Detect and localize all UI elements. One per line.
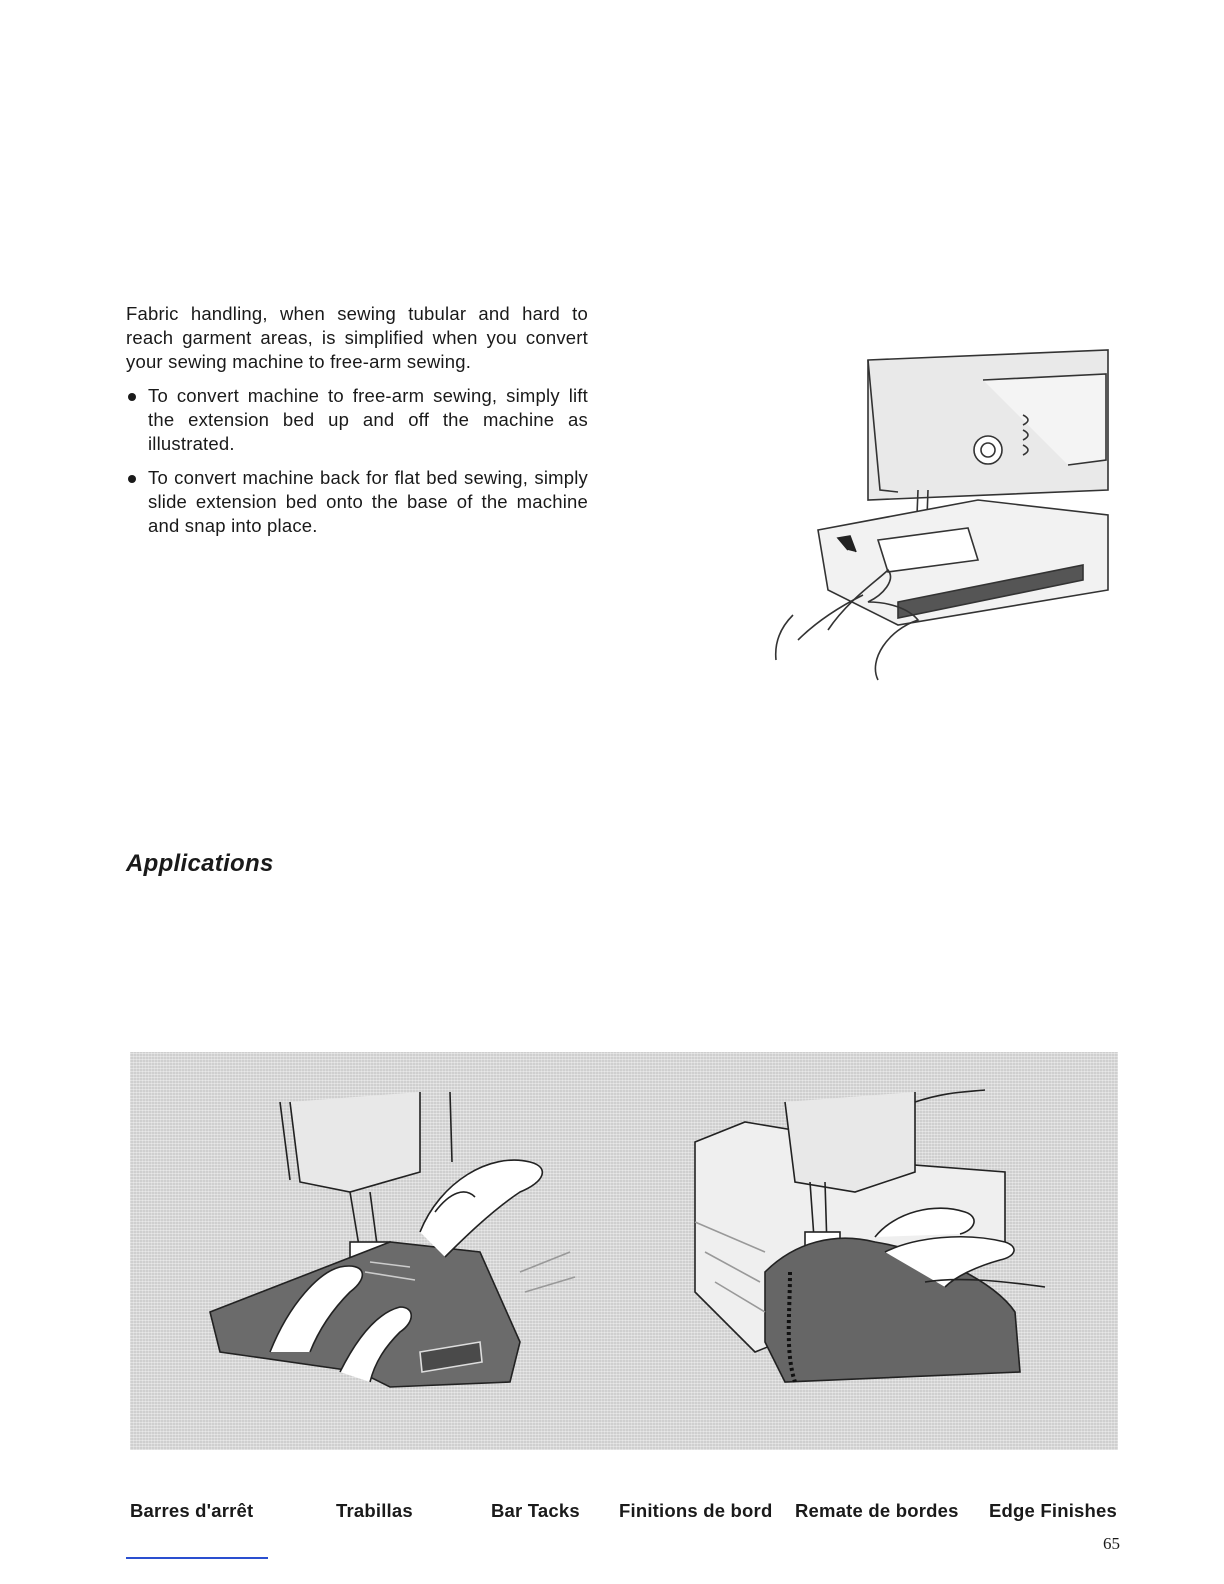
caption-edge-finishes-es: Remate de bordes xyxy=(795,1500,959,1521)
instruction-list xyxy=(126,384,588,538)
footer-rule xyxy=(126,1557,268,1559)
caption-bar-tacks-es: Trabillas xyxy=(336,1500,413,1521)
caption-edge-finishes-en: Edge Finishes xyxy=(989,1500,1118,1521)
intro-paragraph: Fabric handling, when sewing tubular and hard to reach garment areas, is simplified when you convert your sewing machine to free-arm sewing. xyxy=(126,303,588,372)
edge-finishes-illustration xyxy=(675,1052,1115,1450)
caption-edge-finishes-fr: Finitions de bord xyxy=(619,1500,773,1521)
bar-tacks-illustration xyxy=(190,1052,630,1450)
applications-illustration-panel xyxy=(130,1052,1118,1450)
caption-bar-tacks-fr: Barres d'arrêt xyxy=(130,1500,254,1521)
machine-conversion-illustration xyxy=(768,340,1118,690)
caption-row xyxy=(130,1500,1120,1530)
intro-text xyxy=(126,302,588,548)
bullet-flat-bed: To convert machine back for flat bed sewing, simply slide extension bed onto the base of the machine and snap into place. xyxy=(126,466,588,538)
caption-bar-tacks-en: Bar Tacks xyxy=(491,1500,580,1521)
bullet-free-arm: To convert machine to free-arm sewing, simply lift the extension bed up and off the machine as illustrated. xyxy=(126,384,588,456)
section-heading: Applications xyxy=(126,850,274,877)
page-number: 65 xyxy=(1103,1534,1120,1553)
